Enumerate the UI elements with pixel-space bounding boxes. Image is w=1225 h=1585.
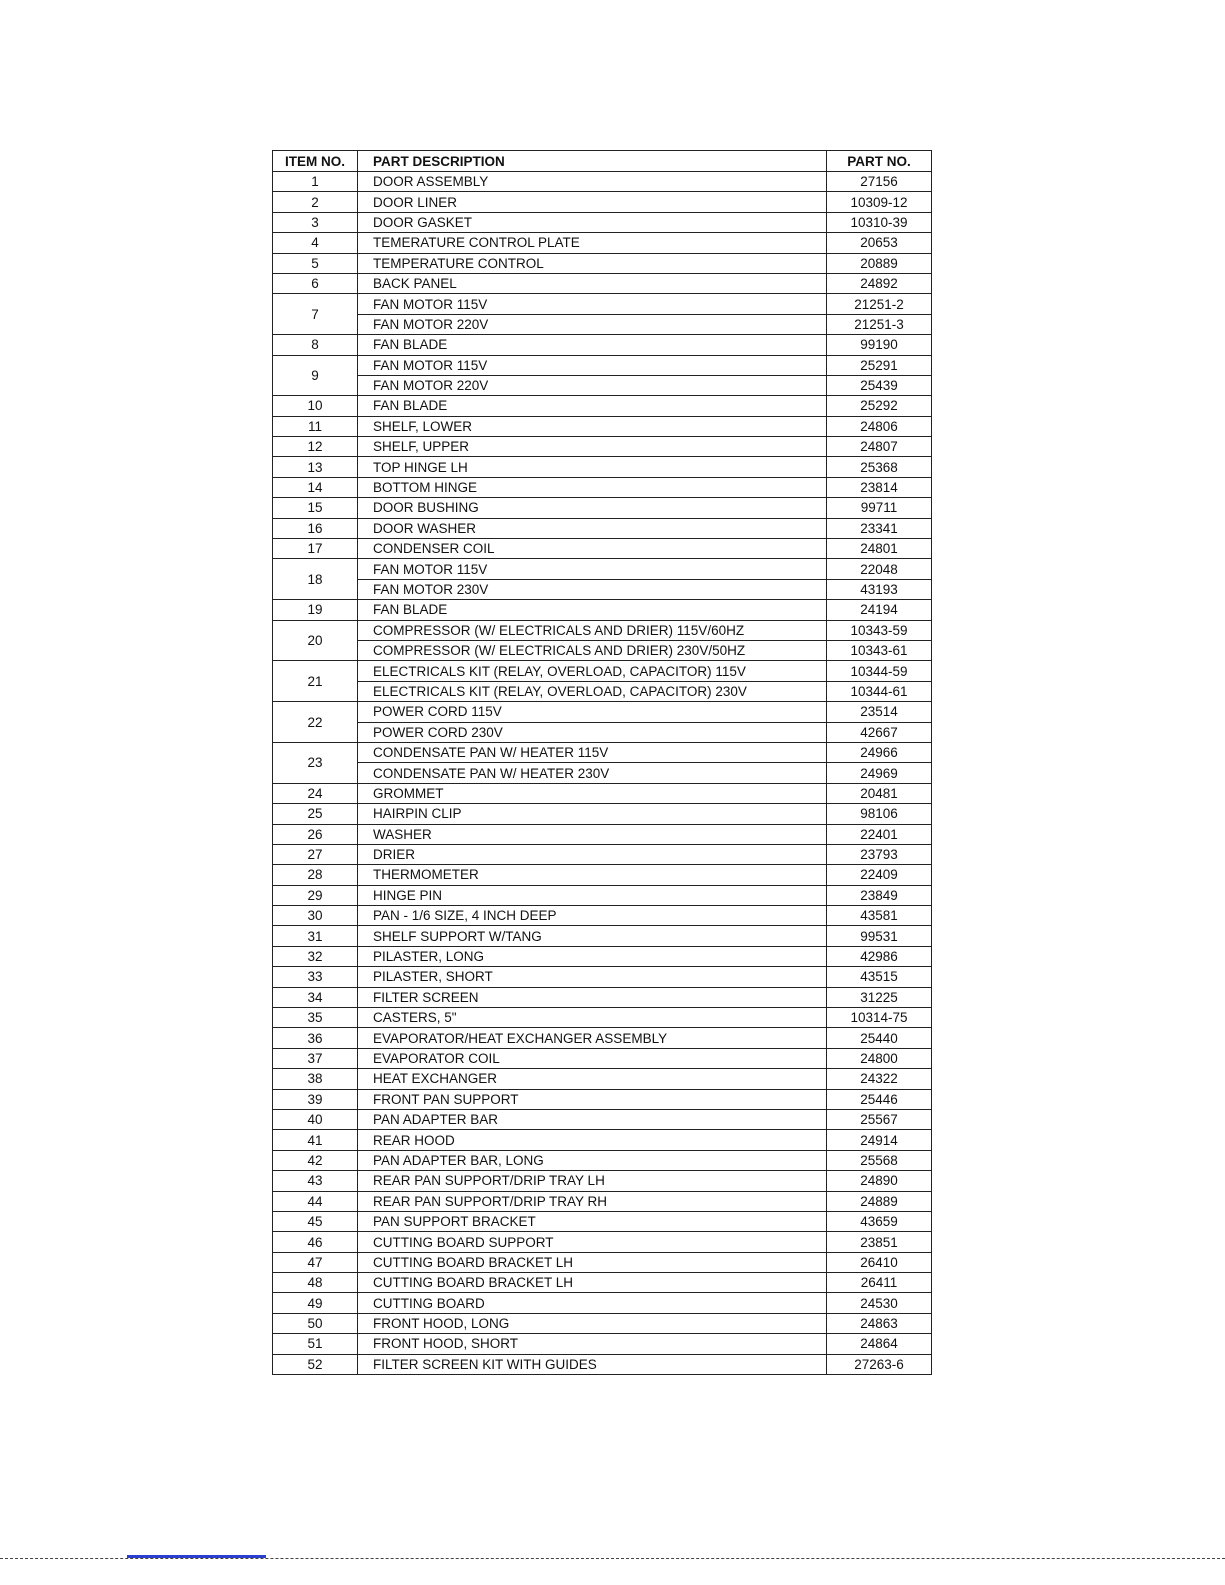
- item-number-cell: 33: [273, 967, 358, 987]
- item-number-cell: 42: [273, 1150, 358, 1170]
- table-row: [273, 477, 932, 497]
- table-row: [273, 967, 932, 987]
- part-number-cell: 26410: [827, 1252, 932, 1272]
- table-row: [273, 742, 932, 762]
- part-number-cell: 10314-75: [827, 1008, 932, 1028]
- item-number-cell: 3: [273, 212, 358, 232]
- item-number-cell: 19: [273, 600, 358, 620]
- part-description-cell: SHELF, LOWER: [358, 416, 827, 436]
- part-number-cell: 24807: [827, 437, 932, 457]
- item-number-cell: 23: [273, 742, 358, 783]
- table-row: [273, 192, 932, 212]
- item-number-cell: 34: [273, 987, 358, 1007]
- part-description-cell: SHELF, UPPER: [358, 437, 827, 457]
- part-description-cell: CONDENSATE PAN W/ HEATER 115V: [358, 742, 827, 762]
- part-number-cell: 24966: [827, 742, 932, 762]
- item-number-cell: 9: [273, 355, 358, 396]
- table-row: [273, 233, 932, 253]
- part-number-cell: 26411: [827, 1273, 932, 1293]
- part-description-cell: DOOR ASSEMBLY: [358, 172, 827, 192]
- part-number-cell: 20653: [827, 233, 932, 253]
- table-row: [273, 702, 932, 722]
- part-number-cell: 24914: [827, 1130, 932, 1150]
- table-row: [273, 1171, 932, 1191]
- item-number-cell: 50: [273, 1313, 358, 1333]
- part-description-cell: COMPRESSOR (W/ ELECTRICALS AND DRIER) 115V/60HZ: [358, 620, 827, 640]
- item-number-cell: 28: [273, 865, 358, 885]
- part-description-cell: PAN SUPPORT BRACKET: [358, 1211, 827, 1231]
- part-number-cell: 23793: [827, 844, 932, 864]
- part-number-cell: 24892: [827, 273, 932, 293]
- part-number-cell: 42667: [827, 722, 932, 742]
- part-number-cell: 98106: [827, 804, 932, 824]
- table-row: [273, 681, 932, 701]
- part-description-cell: EVAPORATOR/HEAT EXCHANGER ASSEMBLY: [358, 1028, 827, 1048]
- table-row: [273, 1089, 932, 1109]
- item-number-cell: 18: [273, 559, 358, 600]
- table-row: [273, 885, 932, 905]
- part-number-cell: 21251-3: [827, 314, 932, 334]
- part-description-cell: DOOR WASHER: [358, 518, 827, 538]
- part-number-cell: 24890: [827, 1171, 932, 1191]
- item-number-cell: 36: [273, 1028, 358, 1048]
- part-number-cell: 10344-59: [827, 661, 932, 681]
- part-description-cell: COMPRESSOR (W/ ELECTRICALS AND DRIER) 230V/50HZ: [358, 640, 827, 660]
- item-number-cell: 49: [273, 1293, 358, 1313]
- table-row: [273, 335, 932, 355]
- part-number-cell: 43515: [827, 967, 932, 987]
- page-footer-divider: [0, 1558, 1225, 1559]
- item-number-cell: 21: [273, 661, 358, 702]
- item-number-cell: 44: [273, 1191, 358, 1211]
- header-part-no: PART NO.: [827, 151, 932, 172]
- table-row: [273, 1191, 932, 1211]
- table-row: [273, 1273, 932, 1293]
- item-number-cell: 15: [273, 498, 358, 518]
- table-row: [273, 518, 932, 538]
- part-description-cell: REAR PAN SUPPORT/DRIP TRAY RH: [358, 1191, 827, 1211]
- part-number-cell: 25291: [827, 355, 932, 375]
- part-description-cell: FRONT HOOD, LONG: [358, 1313, 827, 1333]
- item-number-cell: 37: [273, 1048, 358, 1068]
- item-number-cell: 51: [273, 1334, 358, 1354]
- part-description-cell: CUTTING BOARD: [358, 1293, 827, 1313]
- item-number-cell: 20: [273, 620, 358, 661]
- table-row: [273, 1232, 932, 1252]
- part-number-cell: 24194: [827, 600, 932, 620]
- part-description-cell: FAN MOTOR 115V: [358, 559, 827, 579]
- part-number-cell: 23814: [827, 477, 932, 497]
- part-description-cell: TOP HINGE LH: [358, 457, 827, 477]
- item-number-cell: 46: [273, 1232, 358, 1252]
- part-description-cell: FAN MOTOR 115V: [358, 294, 827, 314]
- table-row: [273, 1109, 932, 1129]
- item-number-cell: 12: [273, 437, 358, 457]
- part-number-cell: 22409: [827, 865, 932, 885]
- part-number-cell: 25568: [827, 1150, 932, 1170]
- table-row: [273, 212, 932, 232]
- part-description-cell: GROMMET: [358, 783, 827, 803]
- part-number-cell: 25440: [827, 1028, 932, 1048]
- item-number-cell: 40: [273, 1109, 358, 1129]
- part-description-cell: DRIER: [358, 844, 827, 864]
- table-row: [273, 539, 932, 559]
- part-number-cell: 25446: [827, 1089, 932, 1109]
- table-row: [273, 600, 932, 620]
- table-row: [273, 1313, 932, 1333]
- table-row: [273, 253, 932, 273]
- table-row: [273, 722, 932, 742]
- parts-table-body: [273, 172, 932, 1375]
- table-row: [273, 1150, 932, 1170]
- item-number-cell: 26: [273, 824, 358, 844]
- table-row: [273, 865, 932, 885]
- table-row: [273, 1293, 932, 1313]
- part-number-cell: 20889: [827, 253, 932, 273]
- table-row: [273, 1028, 932, 1048]
- part-description-cell: FAN MOTOR 220V: [358, 314, 827, 334]
- item-number-cell: 43: [273, 1171, 358, 1191]
- parts-list-table: [272, 150, 932, 1375]
- table-row: [273, 1334, 932, 1354]
- item-number-cell: 52: [273, 1354, 358, 1374]
- table-row: [273, 416, 932, 436]
- part-description-cell: FAN MOTOR 115V: [358, 355, 827, 375]
- table-row: [273, 1354, 932, 1374]
- part-description-cell: REAR HOOD: [358, 1130, 827, 1150]
- item-number-cell: 25: [273, 804, 358, 824]
- table-row: [273, 844, 932, 864]
- part-description-cell: CUTTING BOARD BRACKET LH: [358, 1252, 827, 1272]
- table-row: [273, 763, 932, 783]
- part-number-cell: 20481: [827, 783, 932, 803]
- part-number-cell: 43659: [827, 1211, 932, 1231]
- item-number-cell: 22: [273, 702, 358, 743]
- item-number-cell: 14: [273, 477, 358, 497]
- part-description-cell: FAN BLADE: [358, 600, 827, 620]
- part-description-cell: SHELF SUPPORT W/TANG: [358, 926, 827, 946]
- table-row: [273, 498, 932, 518]
- item-number-cell: 45: [273, 1211, 358, 1231]
- part-description-cell: BACK PANEL: [358, 273, 827, 293]
- item-number-cell: 48: [273, 1273, 358, 1293]
- part-description-cell: DOOR LINER: [358, 192, 827, 212]
- part-description-cell: PAN ADAPTER BAR: [358, 1109, 827, 1129]
- item-number-cell: 27: [273, 844, 358, 864]
- item-number-cell: 38: [273, 1069, 358, 1089]
- part-description-cell: FAN BLADE: [358, 396, 827, 416]
- part-number-cell: 10343-61: [827, 640, 932, 660]
- part-number-cell: 10343-59: [827, 620, 932, 640]
- table-row: [273, 437, 932, 457]
- part-number-cell: 24322: [827, 1069, 932, 1089]
- table-row: [273, 926, 932, 946]
- part-number-cell: 22401: [827, 824, 932, 844]
- table-row: [273, 783, 932, 803]
- part-number-cell: 23851: [827, 1232, 932, 1252]
- part-description-cell: FILTER SCREEN: [358, 987, 827, 1007]
- part-number-cell: 23849: [827, 885, 932, 905]
- part-number-cell: 24800: [827, 1048, 932, 1068]
- item-number-cell: 4: [273, 233, 358, 253]
- part-number-cell: 43581: [827, 906, 932, 926]
- part-description-cell: TEMERATURE CONTROL PLATE: [358, 233, 827, 253]
- part-description-cell: FILTER SCREEN KIT WITH GUIDES: [358, 1354, 827, 1374]
- part-description-cell: POWER CORD 115V: [358, 702, 827, 722]
- table-row: [273, 1008, 932, 1028]
- part-description-cell: HEAT EXCHANGER: [358, 1069, 827, 1089]
- part-number-cell: 99711: [827, 498, 932, 518]
- table-row: [273, 396, 932, 416]
- header-item-no: ITEM NO.: [273, 151, 358, 172]
- part-description-cell: TEMPERATURE CONTROL: [358, 253, 827, 273]
- part-description-cell: CONDENSER COIL: [358, 539, 827, 559]
- item-number-cell: 1: [273, 172, 358, 192]
- part-description-cell: HAIRPIN CLIP: [358, 804, 827, 824]
- table-row: [273, 273, 932, 293]
- part-number-cell: 25292: [827, 396, 932, 416]
- item-number-cell: 29: [273, 885, 358, 905]
- table-row: [273, 1130, 932, 1150]
- item-number-cell: 16: [273, 518, 358, 538]
- part-description-cell: ELECTRICALS KIT (RELAY, OVERLOAD, CAPACITOR) 230V: [358, 681, 827, 701]
- part-number-cell: 10310-39: [827, 212, 932, 232]
- table-row: [273, 1069, 932, 1089]
- part-number-cell: 24863: [827, 1313, 932, 1333]
- table-row: [273, 640, 932, 660]
- part-number-cell: 42986: [827, 946, 932, 966]
- part-number-cell: 24969: [827, 763, 932, 783]
- item-number-cell: 31: [273, 926, 358, 946]
- item-number-cell: 32: [273, 946, 358, 966]
- table-row: [273, 355, 932, 375]
- part-number-cell: 24864: [827, 1334, 932, 1354]
- item-number-cell: 13: [273, 457, 358, 477]
- part-description-cell: FAN BLADE: [358, 335, 827, 355]
- part-number-cell: 24806: [827, 416, 932, 436]
- table-row: [273, 294, 932, 314]
- part-description-cell: PILASTER, LONG: [358, 946, 827, 966]
- table-row: [273, 946, 932, 966]
- part-description-cell: CUTTING BOARD SUPPORT: [358, 1232, 827, 1252]
- part-description-cell: FAN MOTOR 220V: [358, 375, 827, 395]
- part-number-cell: 21251-2: [827, 294, 932, 314]
- item-number-cell: 41: [273, 1130, 358, 1150]
- item-number-cell: 39: [273, 1089, 358, 1109]
- part-description-cell: FAN MOTOR 230V: [358, 579, 827, 599]
- item-number-cell: 30: [273, 906, 358, 926]
- part-description-cell: EVAPORATOR COIL: [358, 1048, 827, 1068]
- table-row: [273, 1048, 932, 1068]
- part-description-cell: PAN - 1/6 SIZE, 4 INCH DEEP: [358, 906, 827, 926]
- part-description-cell: DOOR BUSHING: [358, 498, 827, 518]
- part-description-cell: ELECTRICALS KIT (RELAY, OVERLOAD, CAPACITOR) 115V: [358, 661, 827, 681]
- part-description-cell: FRONT PAN SUPPORT: [358, 1089, 827, 1109]
- table-row: [273, 987, 932, 1007]
- part-number-cell: 23514: [827, 702, 932, 722]
- part-description-cell: CUTTING BOARD BRACKET LH: [358, 1273, 827, 1293]
- item-number-cell: 8: [273, 335, 358, 355]
- table-row: [273, 579, 932, 599]
- part-description-cell: FRONT HOOD, SHORT: [358, 1334, 827, 1354]
- item-number-cell: 17: [273, 539, 358, 559]
- part-number-cell: 23341: [827, 518, 932, 538]
- table-row: [273, 1252, 932, 1272]
- part-description-cell: BOTTOM HINGE: [358, 477, 827, 497]
- item-number-cell: 2: [273, 192, 358, 212]
- part-description-cell: REAR PAN SUPPORT/DRIP TRAY LH: [358, 1171, 827, 1191]
- part-number-cell: 99531: [827, 926, 932, 946]
- part-description-cell: HINGE PIN: [358, 885, 827, 905]
- part-description-cell: PILASTER, SHORT: [358, 967, 827, 987]
- header-part-description: PART DESCRIPTION: [358, 151, 827, 172]
- part-number-cell: 31225: [827, 987, 932, 1007]
- table-row: [273, 457, 932, 477]
- table-row: [273, 906, 932, 926]
- table-row: [273, 559, 932, 579]
- part-number-cell: 10344-61: [827, 681, 932, 701]
- part-description-cell: CONDENSATE PAN W/ HEATER 230V: [358, 763, 827, 783]
- item-number-cell: 35: [273, 1008, 358, 1028]
- part-description-cell: THERMOMETER: [358, 865, 827, 885]
- item-number-cell: 7: [273, 294, 358, 335]
- part-number-cell: 99190: [827, 335, 932, 355]
- table-row: [273, 824, 932, 844]
- table-row: [273, 804, 932, 824]
- table-row: [273, 375, 932, 395]
- part-number-cell: 24530: [827, 1293, 932, 1313]
- table-header-row: [273, 151, 932, 172]
- footer-link-underline: [127, 1555, 266, 1558]
- part-number-cell: 22048: [827, 559, 932, 579]
- item-number-cell: 6: [273, 273, 358, 293]
- part-number-cell: 43193: [827, 579, 932, 599]
- part-number-cell: 25567: [827, 1109, 932, 1129]
- part-description-cell: POWER CORD 230V: [358, 722, 827, 742]
- table-row: [273, 314, 932, 334]
- item-number-cell: 24: [273, 783, 358, 803]
- part-description-cell: DOOR GASKET: [358, 212, 827, 232]
- item-number-cell: 10: [273, 396, 358, 416]
- part-number-cell: 27263-6: [827, 1354, 932, 1374]
- part-number-cell: 25439: [827, 375, 932, 395]
- part-description-cell: WASHER: [358, 824, 827, 844]
- table-row: [273, 620, 932, 640]
- part-description-cell: CASTERS, 5": [358, 1008, 827, 1028]
- part-number-cell: 24889: [827, 1191, 932, 1211]
- item-number-cell: 11: [273, 416, 358, 436]
- item-number-cell: 47: [273, 1252, 358, 1272]
- part-number-cell: 27156: [827, 172, 932, 192]
- part-description-cell: PAN ADAPTER BAR, LONG: [358, 1150, 827, 1170]
- table-row: [273, 1211, 932, 1231]
- part-number-cell: 24801: [827, 539, 932, 559]
- part-number-cell: 25368: [827, 457, 932, 477]
- table-row: [273, 661, 932, 681]
- part-number-cell: 10309-12: [827, 192, 932, 212]
- table-row: [273, 172, 932, 192]
- item-number-cell: 5: [273, 253, 358, 273]
